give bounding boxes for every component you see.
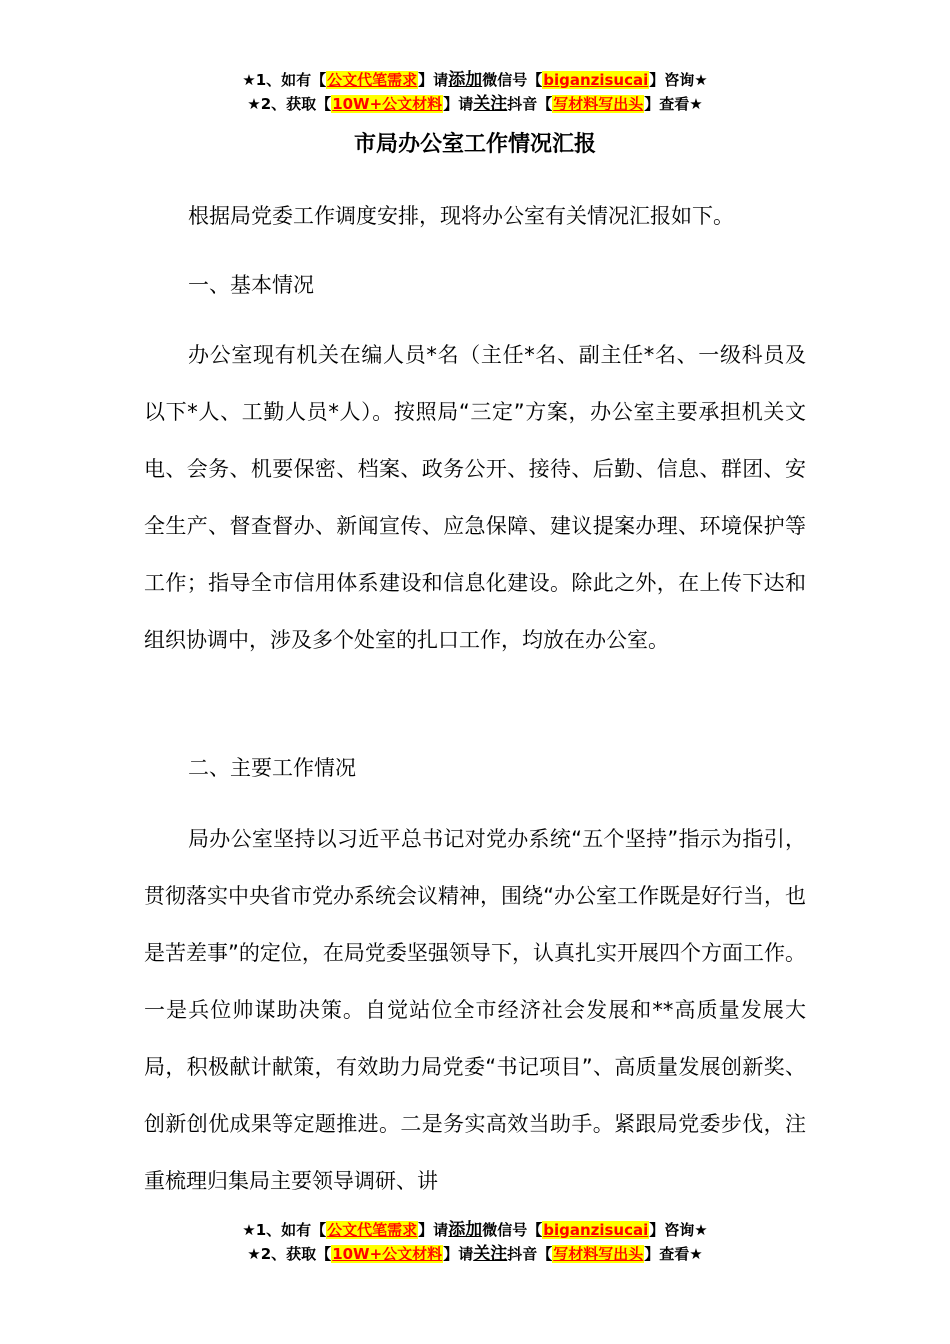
promo-emphasis: 添加	[448, 1220, 483, 1240]
promo-text: ★1、如有【	[242, 1221, 327, 1239]
promo-emphasis: 添加	[448, 70, 483, 90]
promo-wechat-id: biganzisucai	[543, 71, 649, 89]
promo-highlight: 10W+公文材料	[332, 95, 443, 113]
promo-douyin-id: 写材料写出头	[553, 95, 644, 113]
promo-banner-top	[0, 68, 950, 116]
promo-banner-bottom	[0, 1218, 950, 1266]
promo-highlight: 10W+公文材料	[332, 1245, 443, 1263]
promo-highlight: 公文代笔需求	[327, 1221, 418, 1239]
promo-text: 】请	[418, 1221, 449, 1239]
promo-text: 微信号【	[482, 1221, 543, 1239]
promo-wechat-id: biganzisucai	[543, 1221, 649, 1239]
promo-text: 】请	[418, 71, 449, 89]
promo-douyin-id: 写材料写出头	[553, 1245, 644, 1263]
main-work-paragraph: 局办公室坚持以习近平总书记对党办系统“五个坚持”指示为指引，贯彻落实中央省市党办系统会议精神，围绕“办公室工作既是好行当，也是苦差事”的定位，在局党委坚强领导下，认真扎实开展四个方面工作。一是兵位帅谋助决策。自觉站位全市经济社会发展和**高质量发展大局，积极献计献策，有效助力局党委“书记项目”、高质量发展创新奖、创新创优成果等定题推进。二是务实高效当助手。紧跟局党委步伐，注重梳理归集局主要领导调研、讲	[144, 827, 806, 1193]
promo-text: ★1、如有【	[242, 71, 327, 89]
intro-paragraph: 根据局党委工作调度安排，现将办公室有关情况汇报如下。	[188, 204, 734, 228]
promo-text: 】查看★	[644, 1245, 703, 1263]
promo-text: 】查看★	[644, 95, 703, 113]
promo-highlight: 公文代笔需求	[327, 71, 418, 89]
section-heading-main-work: 二、主要工作情况	[188, 756, 356, 780]
promo-text: 微信号【	[482, 71, 543, 89]
promo-text: 】请	[443, 1245, 474, 1263]
promo-text: 】请	[443, 95, 474, 113]
promo-line-2	[0, 1242, 950, 1266]
promo-line-2	[0, 92, 950, 116]
promo-text: ★2、获取【	[247, 95, 332, 113]
promo-text: ★2、获取【	[247, 1245, 332, 1263]
document-title: 市局办公室工作情况汇报	[353, 132, 596, 157]
promo-text: 】咨询★	[649, 71, 708, 89]
promo-line-1	[0, 1218, 950, 1242]
promo-line-1	[0, 68, 950, 92]
promo-text: 抖音【	[507, 1245, 553, 1263]
promo-text: 抖音【	[507, 95, 553, 113]
basic-situation-paragraph: 办公室现有机关在编人员*名（主任*名、副主任*名、一级科员及以下*人、工勤人员*人）。按照局“三定”方案，办公室主要承担机关文电、会务、机要保密、档案、政务公开、接待、后勤、信息、群团、安全生产、督查督办、新闻宣传、应急保障、建议提案办理、环境保护等工作；指导全市信用体系建设和信息化建设。除此之外，在上传下达和组织协调中，涉及多个处室的扎口工作，均放在办公室。	[144, 343, 806, 652]
promo-emphasis: 关注	[473, 1244, 508, 1264]
promo-emphasis: 关注	[473, 94, 508, 114]
promo-text: 】咨询★	[649, 1221, 708, 1239]
section-heading-basic: 一、基本情况	[188, 273, 314, 297]
